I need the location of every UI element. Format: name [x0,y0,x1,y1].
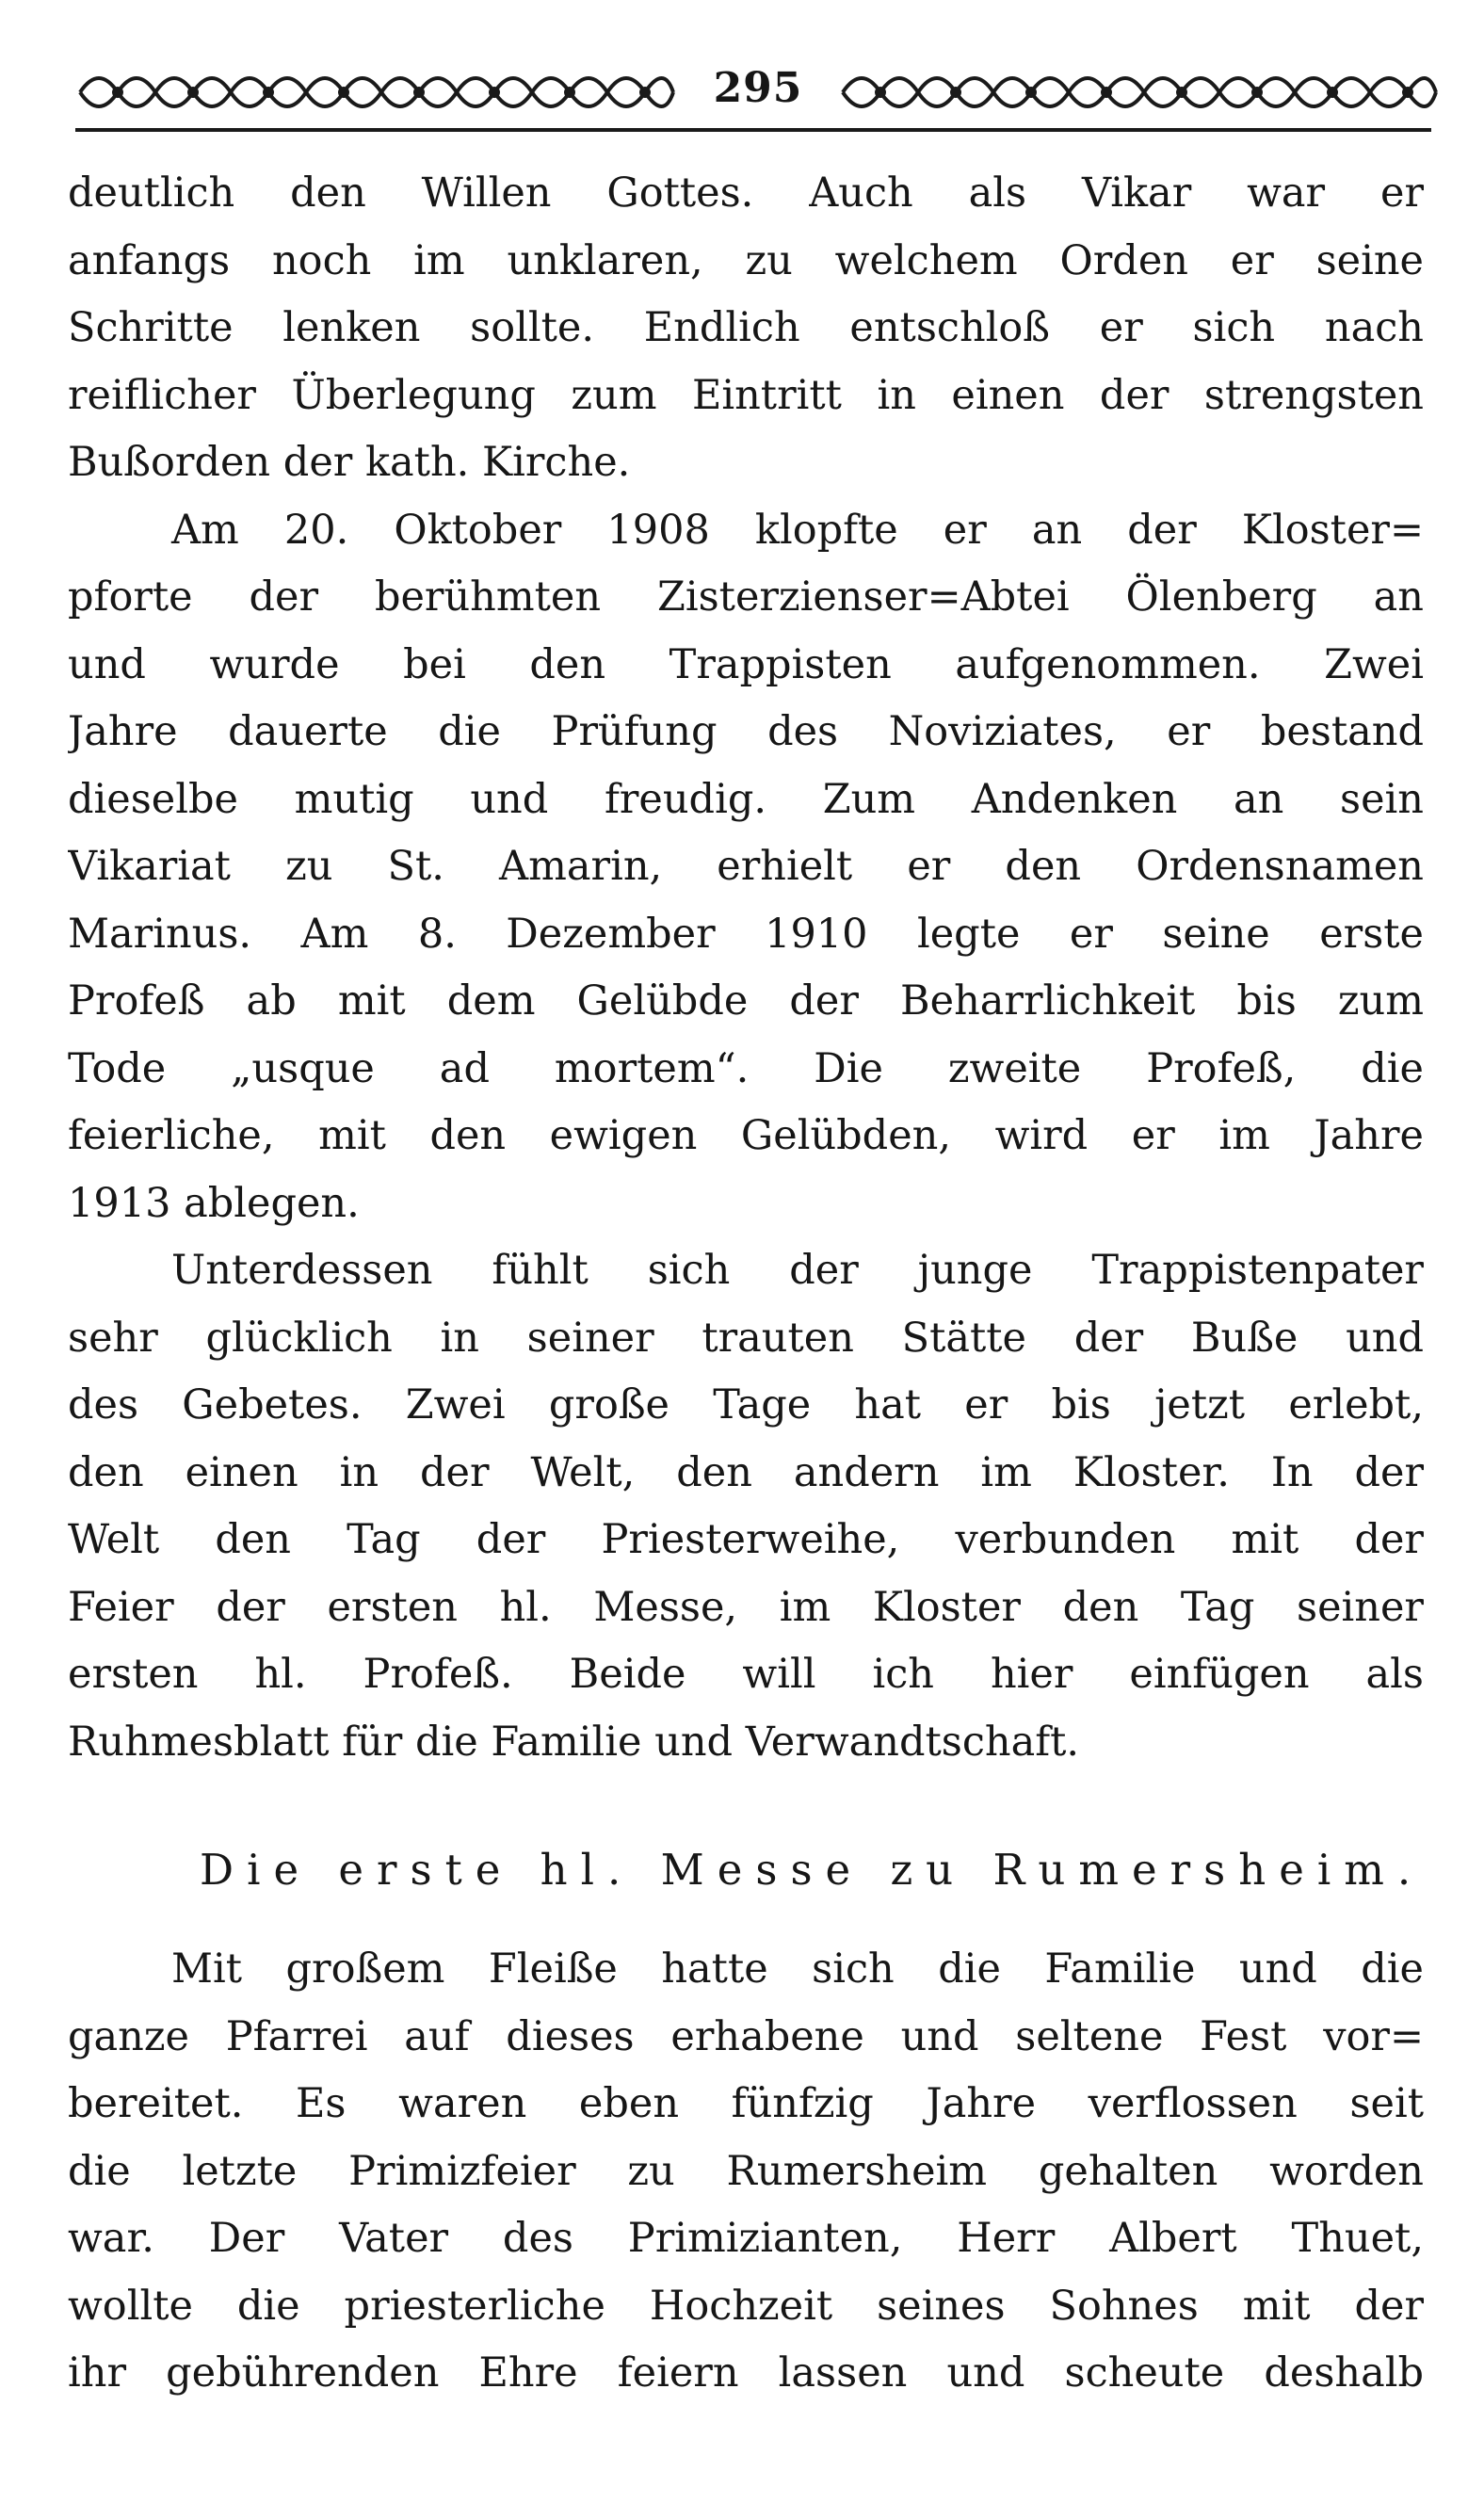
text-line: sehr glücklich in seiner trauten Stätte der Buße und [68,1314,1424,1362]
text-line: reiflicher Überlegung zum Eintritt in einen der strengsten [68,371,1424,419]
section-heading: Die erste hl. Messe zu Rumersheim. [200,1845,1425,1895]
body-text [68,160,1424,2408]
text-line: Marinus. Am 8. Dezember 1910 legte er seine erste [68,910,1424,958]
text-line: die letzte Primizfeier zu Rumersheim gehalten worden [68,2147,1424,2195]
running-head [75,55,1431,130]
text-line: anfangs noch im unklaren, zu welchem Orden er seine [68,236,1424,284]
paragraph-3 [68,1237,1424,1776]
text-line: Vikariat zu St. Amarin, erhielt er den Ordensnamen [68,843,1424,890]
text-line: Feier der ersten hl. Messe, im Kloster den Tag seiner [68,1583,1424,1631]
text-line: Schritte lenken sollte. Endlich entschloß er sich nach [68,304,1424,351]
text-line: ihr gebührenden Ehre feiern lassen und scheute deshalb [68,2349,1424,2397]
text-line: den einen in der Welt, den andern im Kloster. In der [68,1448,1424,1496]
paragraph-4 [68,1936,1424,2408]
text-line: bereitet. Es waren eben fünfzig Jahre verflossen seit [68,2080,1424,2127]
text-line: Tode „usque ad mortem“. Die zweite Profeß, die [68,1044,1424,1092]
text-line: des Gebetes. Zwei große Tage hat er bis jetzt erlebt, [68,1381,1424,1428]
ornamental-border-right [838,55,1441,130]
text-line: Bußorden der kath. Kirche. [68,439,631,486]
section-gap [68,1776,1424,1804]
paragraph-1 [68,160,1424,497]
text-line: feierliche, mit den ewigen Gelübden, wird er im Jahre [68,1112,1424,1159]
text-line: 1913 ablegen. [68,1179,360,1227]
text-line: Am 20. Oktober 1908 klopfte er an der Kloster= [171,506,1424,554]
ornamental-border-left [75,55,678,130]
text-line: ersten hl. Profeß. Beide will ich hier einfügen als [68,1651,1424,1698]
text-line: pforte der berühmten Zisterzienser=Abtei Ölenberg an [68,573,1424,621]
book-page [68,38,1424,2486]
text-line: dieselbe mutig und freudig. Zum Andenken an sein [68,775,1424,823]
text-line: Unterdessen fühlt sich der junge Trappistenpater [171,1247,1424,1294]
text-line: war. Der Vater des Primizianten, Herr Albert Thuet, [68,2215,1424,2262]
page-number: 295 [713,64,803,112]
text-line: Profeß ab mit dem Gelübde der Beharrlichkeit bis zum [68,977,1424,1025]
text-line: deutlich den Willen Gottes. Auch als Vikar war er [68,169,1424,217]
paragraph-2 [68,497,1424,1238]
text-line: wollte die priesterliche Hochzeit seines Sohnes mit der [68,2282,1424,2330]
text-line: und wurde bei den Trappisten aufgenommen. Zwei [68,640,1424,688]
text-line: Ruhmesblatt für die Familie und Verwandtschaft. [68,1718,1080,1766]
text-line: Welt den Tag der Priesterweihe, verbunden mit der [68,1516,1424,1563]
text-line: ganze Pfarrei auf dieses erhabene und seltene Fest vor= [68,2012,1424,2060]
text-line: Jahre dauerte die Prüfung des Noviziates, er bestand [68,708,1424,755]
text-line: Mit großem Fleiße hatte sich die Familie und die [171,1945,1424,1993]
header-rule [75,128,1431,132]
